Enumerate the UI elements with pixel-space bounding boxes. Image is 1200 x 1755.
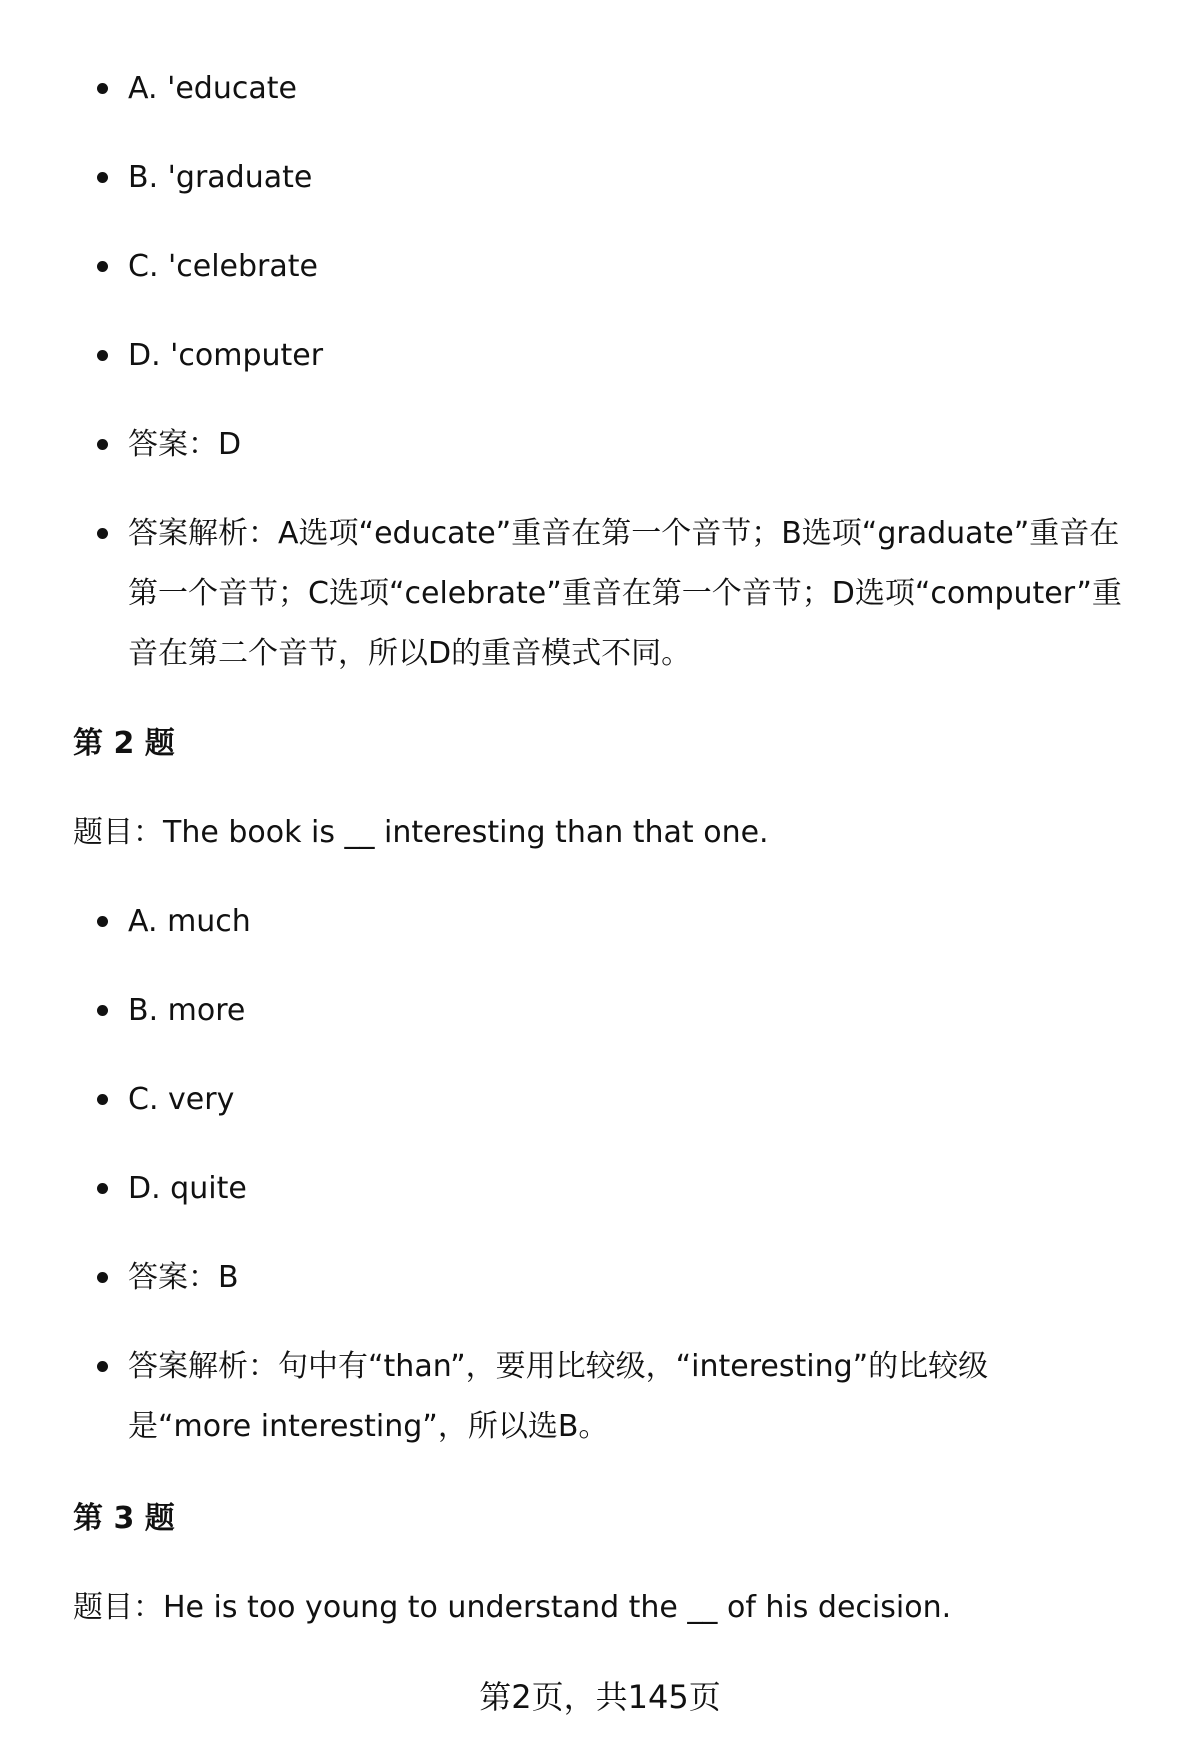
bullet-icon: [97, 1183, 108, 1194]
option-d: D. 'computer: [128, 338, 324, 373]
list-item: [0, 148, 1200, 208]
option-b: B. 'graduate: [128, 160, 313, 195]
list-item: [0, 981, 1200, 1041]
analysis-line: 第一个音节；C选项“celebrate”重音在第一个音节；D选项“computer”重: [128, 576, 1122, 611]
list-item: [0, 59, 1200, 119]
list-item: [0, 504, 1200, 684]
answer-text: 答案：B: [128, 1260, 239, 1295]
bullet-icon: [97, 439, 108, 450]
bullet-icon: [97, 261, 108, 272]
bullet-icon: [97, 528, 108, 539]
question-3-stem: 题目：He is too young to understand the __ of his decision.: [73, 1590, 952, 1625]
bullet-icon: [97, 1094, 108, 1105]
option-a: A. much: [128, 904, 251, 939]
bullet-icon: [97, 172, 108, 183]
option-b: B. more: [128, 993, 246, 1028]
option-c: C. very: [128, 1082, 235, 1117]
bullet-icon: [97, 1272, 108, 1283]
analysis-line: 是“more interesting”，所以选B。: [128, 1409, 609, 1444]
page-indicator: 第2页，共145页: [479, 1678, 721, 1716]
question-2-stem: 题目：The book is __ interesting than that one.: [73, 815, 769, 850]
bullet-icon: [97, 350, 108, 361]
list-item: [0, 415, 1200, 475]
analysis-line: 答案解析：句中有“than”，要用比较级，“interesting”的比较级: [128, 1349, 989, 1384]
list-item: [0, 237, 1200, 297]
bullet-icon: [97, 83, 108, 94]
option-c: C. 'celebrate: [128, 249, 318, 284]
list-item: [0, 892, 1200, 952]
option-d: D. quite: [128, 1171, 247, 1206]
question-3-heading: 第 3 题: [73, 1501, 175, 1536]
list-item: [0, 1159, 1200, 1219]
answer-text: 答案：D: [128, 427, 242, 462]
list-item: [0, 1337, 1200, 1457]
analysis-line: 答案解析：A选项“educate”重音在第一个音节；B选项“graduate”重音在: [128, 516, 1120, 551]
bullet-icon: [97, 916, 108, 927]
list-item: [0, 1070, 1200, 1130]
list-item: [0, 326, 1200, 386]
question-2-options-list: [0, 892, 1200, 1457]
question-2: [0, 892, 1200, 1486]
analysis-line: 音在第二个音节，所以D的重音模式不同。: [128, 636, 692, 671]
question-1-options-list: [0, 59, 1200, 684]
option-a: A. 'educate: [128, 71, 297, 106]
question-2-heading: 第 2 题: [73, 726, 175, 761]
bullet-icon: [97, 1005, 108, 1016]
question-1: [0, 59, 1200, 713]
list-item: [0, 1248, 1200, 1308]
bullet-icon: [97, 1361, 108, 1372]
